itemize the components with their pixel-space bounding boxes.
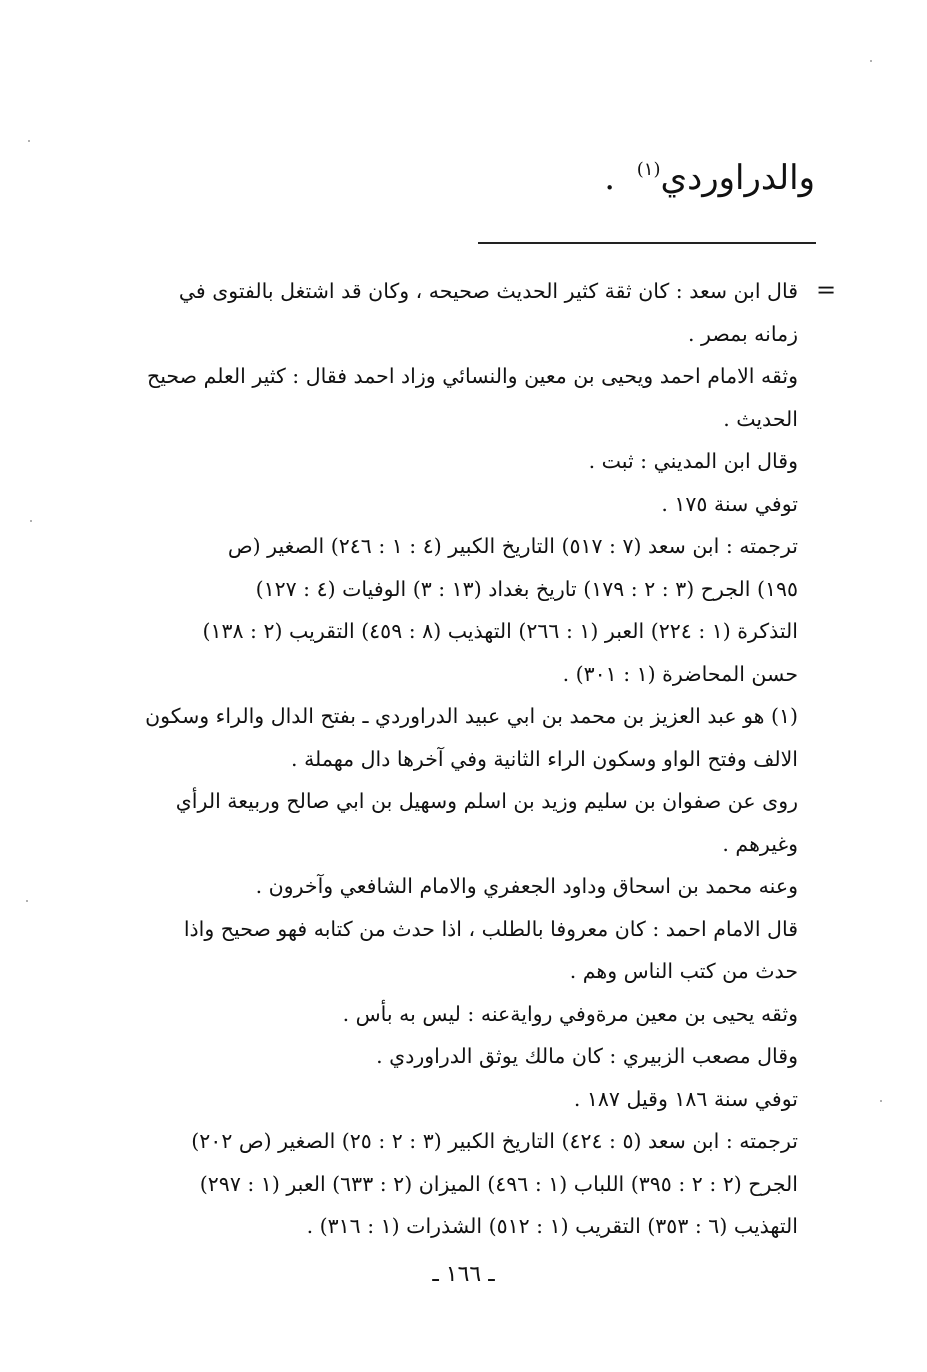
- continued-text-line: [604, 158, 815, 198]
- footnote-line: وقال ابن المديني : ثبت .: [588, 449, 798, 473]
- footnote-line: حسن المحاضرة (١ : ٣٠١) .: [562, 661, 798, 686]
- footnote-line: وثقه يحيى بن معين مرةوفي روايةعنه : ليس به بأس .: [342, 1001, 798, 1026]
- scan-speck: [880, 1100, 882, 1102]
- footnote-line: توفي سنة ١٧٥ .: [661, 491, 798, 516]
- footnote-line: وثقه الامام احمد ويحيى بن معين والنسائي وزاد احمد فقال : كثير العلم صحيح: [147, 364, 798, 388]
- footnote-continuation-sign: =: [816, 276, 837, 304]
- heading-text: والدراوردي: [660, 158, 815, 198]
- footnotes-block: [108, 270, 798, 1248]
- scan-speck: [870, 60, 872, 62]
- footnote-line: وعنه محمد بن اسحاق وداود الجعفري والامام الشافعي وآخرون .: [255, 874, 798, 898]
- scan-speck: [26, 900, 28, 902]
- footnote-line: ترجمته : ابن سعد (٧ : ٥١٧) التاريخ الكبير (٤ : ١ : ٢٤٦) الصغير (ص: [227, 534, 798, 558]
- footnote-line: قال ابن سعد : كان ثقة كثير الحديث صحيحه ، وكان قد اشتغل بالفتوى في: [178, 279, 798, 303]
- heading-period: .: [604, 158, 616, 198]
- page-number: ـ ١٦٦ ـ: [432, 1262, 495, 1287]
- footnote-line: (١) هو عبد العزيز بن محمد بن ابي عبيد الدراوردي ـ بفتح الدال والراء وسكون: [145, 704, 798, 728]
- footnote-line: التذكرة (١ : ٢٢٤) العبر (١ : ٢٦٦) التهذيب (٨ : ٤٥٩) التقريب (٢ : ١٣٨): [202, 619, 798, 643]
- scan-speck: [30, 520, 32, 522]
- footnote-line: روى عن صفوان بن سليم وزيد بن اسلم وسهيل بن ابي صالح وربيعة الرأي: [175, 789, 798, 813]
- footnote-line: وغيرهم .: [722, 831, 798, 856]
- footnote-line: الجرح (٢ : ٢ : ٣٩٥) اللباب (١ : ٤٩٦) الميزان (٢ : ٦٣٣) العبر (١ : ٢٩٧): [199, 1171, 798, 1196]
- footnote-line: التهذيب (٦ : ٣٥٣) التقريب (١ : ٥١٢) الشذرات (١ : ٣١٦) .: [306, 1214, 798, 1238]
- footnote-marker: (١): [636, 159, 661, 180]
- scan-speck: [28, 140, 30, 142]
- footnote-line: زمانه بمصر .: [687, 321, 798, 346]
- footnote-line: وقال مصعب الزبيري : كان مالك يوثق الدراوردي .: [376, 1044, 798, 1068]
- footnote-line: ١٩٥) الجرح (٣ : ٢ : ١٧٩) تاريخ بغداد (١٣ : ٣) الوفيات (٤ : ١٢٧): [255, 576, 798, 601]
- footnote-line: الحديث .: [723, 406, 798, 431]
- footnote-line: ترجمته : ابن سعد (٥ : ٤٢٤) التاريخ الكبير (٣ : ٢ : ٢٥) الصغير (ص ٢٠٢): [191, 1129, 798, 1153]
- footnote-line: توفي سنة ١٨٦ وقيل ١٨٧ .: [573, 1086, 798, 1111]
- footnote-line: حدث من كتب الناس وهم .: [569, 959, 798, 983]
- footnote-separator: [478, 242, 816, 244]
- footnote-line: الالف وفتح الواو وسكون الراء الثانية وفي آخرها دال مهملة .: [291, 746, 798, 771]
- footnote-line: قال الامام احمد : كان معروفا بالطلب ، اذا حدث من كتابه فهو صحيح واذا: [183, 916, 798, 941]
